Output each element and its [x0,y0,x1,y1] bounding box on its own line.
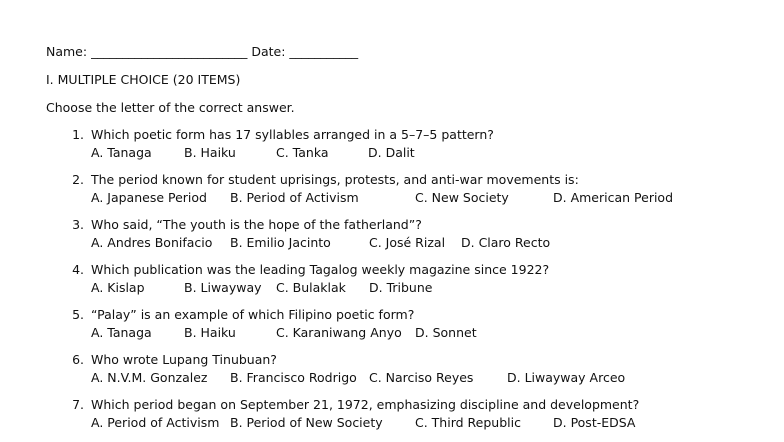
choice-d: D. Claro Recto [461,235,551,250]
question-text: Which poetic form has 17 syllables arranged in a 5–7–5 pattern? [91,127,494,142]
question-text: Who wrote Lupang Tinubuan? [91,352,277,367]
question-number: 7. [72,397,84,412]
choice-b: B. Period of Activism [230,190,359,205]
question-number: 6. [72,352,84,367]
choice-c: C. Bulaklak [276,280,346,295]
choice-b: B. Haiku [184,325,236,340]
choice-d: D. American Period [553,190,674,205]
date-blank-line: ___________ [289,44,359,59]
question-6 [66,352,776,397]
answer-choices [91,325,781,343]
name-date-header [46,44,358,59]
choice-d: D. Post-EDSA [553,415,636,430]
question-number: 2. [72,172,84,187]
instruction-text: Choose the letter of the correct answer. [46,100,295,115]
answer-choices [91,235,781,253]
question-list [66,127,776,442]
choice-c: C. Narciso Reyes [369,370,474,385]
question-number: 5. [72,307,84,322]
question-number: 1. [72,127,84,142]
question-7 [66,397,776,442]
answer-choices [91,145,781,163]
choice-a: A. Kislap [91,280,145,295]
choice-c: C. Tanka [276,145,329,160]
choice-a: A. Period of Activism [91,415,220,430]
choice-c: C. New Society [415,190,509,205]
question-text: The period known for student uprisings, protests, and anti-war movements is: [91,172,579,187]
question-number: 4. [72,262,84,277]
answer-choices [91,370,781,388]
choice-d: D. Sonnet [415,325,477,340]
choice-c: C. José Rizal [369,235,446,250]
choice-b: B. Francisco Rodrigo [230,370,357,385]
choice-a: A. Japanese Period [91,190,207,205]
choice-b: B. Emilio Jacinto [230,235,331,250]
choice-c: C. Karaniwang Anyo [276,325,402,340]
answer-choices [91,415,781,433]
choice-b: B. Haiku [184,145,236,160]
choice-a: A. N.V.M. Gonzalez [91,370,208,385]
choice-c: C. Third Republic [415,415,521,430]
answer-choices [91,190,781,208]
choice-b: B. Period of New Society [230,415,383,430]
question-number: 3. [72,217,84,232]
choice-d: D. Tribune [369,280,433,295]
question-4 [66,262,776,307]
choice-d: D. Liwayway Arceo [507,370,626,385]
question-text: Who said, “The youth is the hope of the fatherland”? [91,217,422,232]
choice-a: A. Tanaga [91,325,152,340]
question-5 [66,307,776,352]
question-text: Which publication was the leading Tagalog weekly magazine since 1922? [91,262,550,277]
question-2 [66,172,776,217]
choice-a: A. Tanaga [91,145,152,160]
section-title: I. MULTIPLE CHOICE (20 ITEMS) [46,72,241,87]
name-blank-line: _________________________ [91,44,248,59]
question-3 [66,217,776,262]
date-label: Date: [251,44,286,59]
name-label: Name: [46,44,88,59]
choice-a: A. Andres Bonifacio [91,235,213,250]
choice-b: B. Liwayway [184,280,262,295]
question-text: “Palay” is an example of which Filipino poetic form? [91,307,415,322]
question-text: Which period began on September 21, 1972, emphasizing discipline and development? [91,397,640,412]
answer-choices [91,280,781,298]
question-1 [66,127,776,172]
choice-d: D. Dalit [368,145,415,160]
